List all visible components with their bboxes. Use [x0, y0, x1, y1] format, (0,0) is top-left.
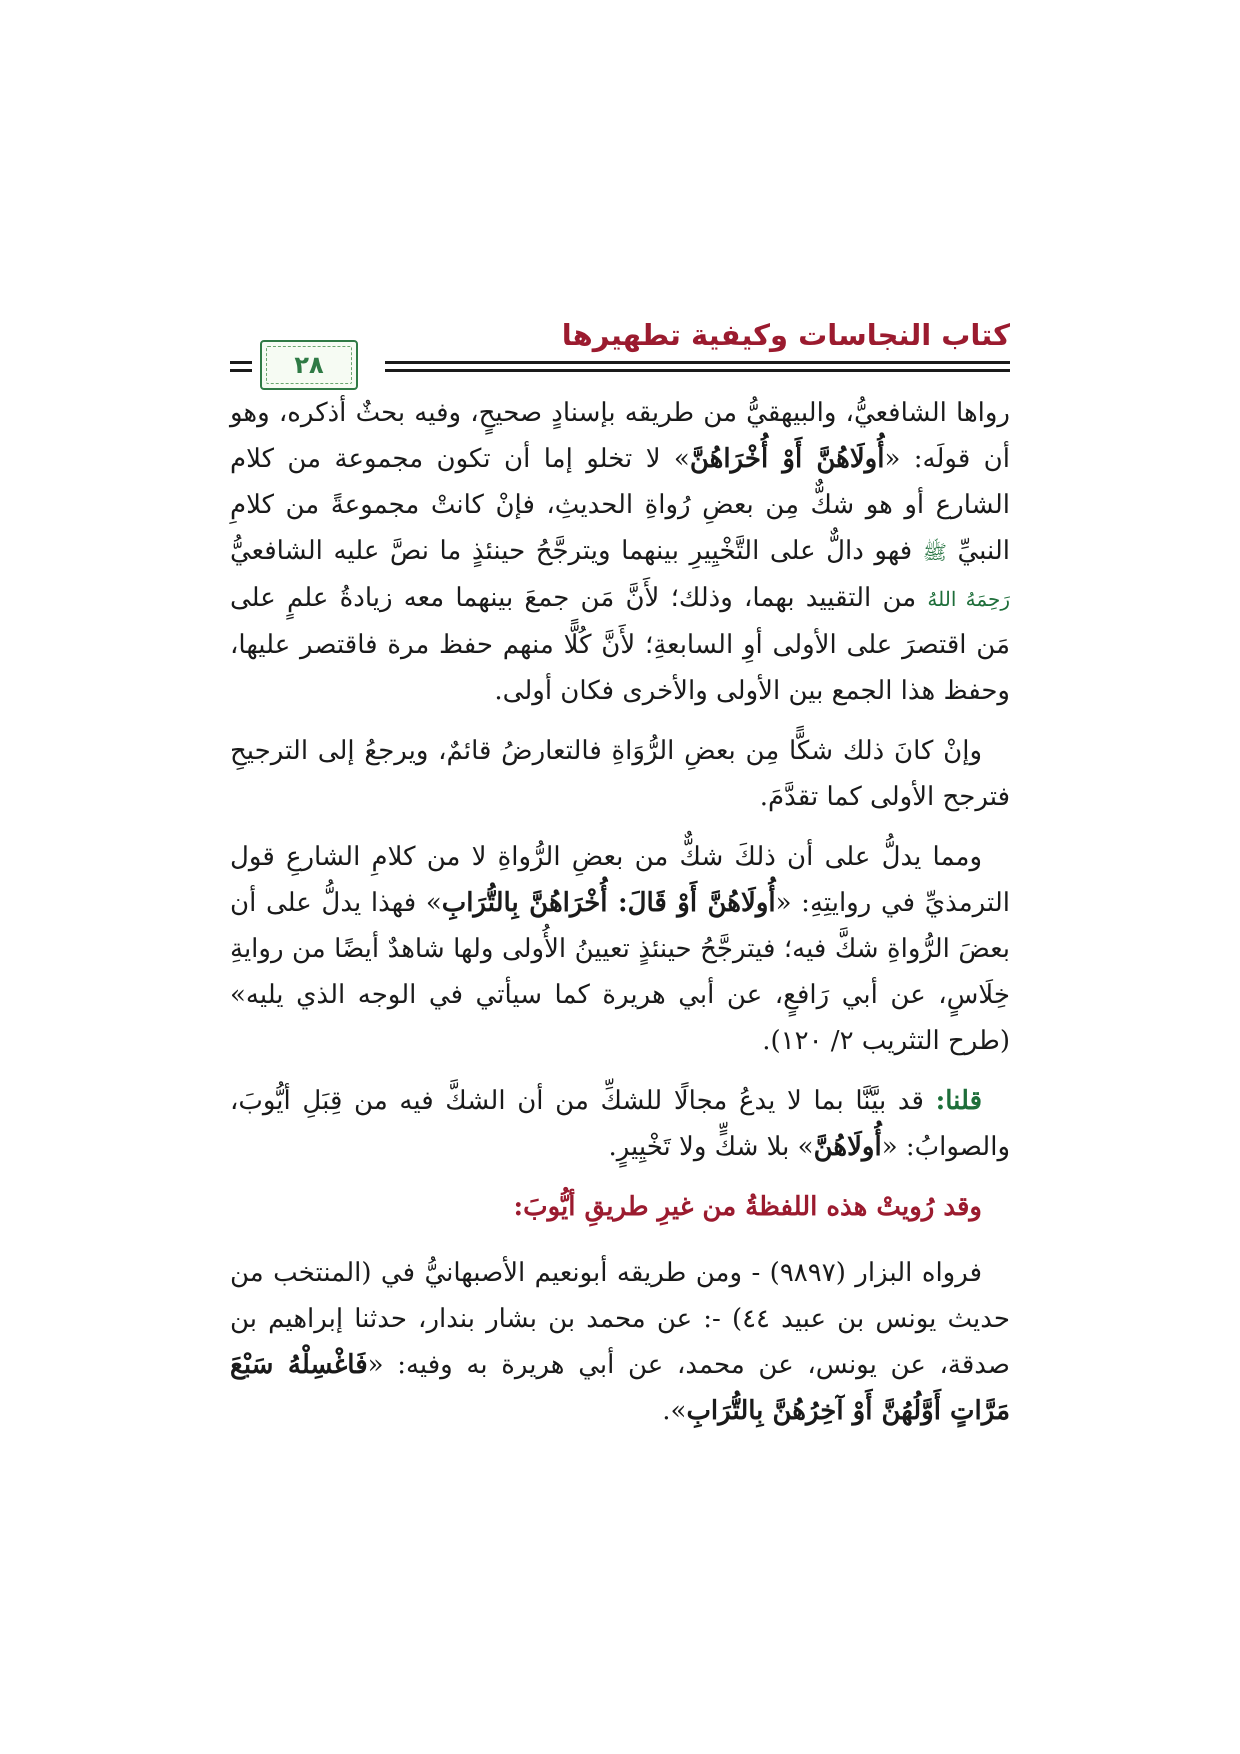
honorific-glyph: رَحِمَهُ اللهُ — [927, 587, 1010, 611]
text-run: فهو دالٌّ على التَّخْيِيرِ بينهما ويترجَّحُ حينئذٍ ما نصَّ عليه الشافعيُّ — [230, 536, 923, 566]
hadith-quote: أُولَاهُنَّ — [813, 1132, 882, 1162]
header-rule — [385, 369, 1010, 372]
paragraph-3 — [230, 834, 1010, 1064]
hadith-quote: فَاغْسِلْهُ سَبْعَ مَرَّاتٍ أَوَّلُهُنَّ أَوْ آخِرُهُنَّ بِالتُّرَابِ — [230, 1350, 1010, 1426]
qulna-label: قلنا: — [935, 1086, 982, 1116]
section-heading: وقد رُويتْ هذه اللفظةُ من غيرِ طريقِ أيُّوبَ: — [513, 1192, 982, 1222]
page-number-badge — [260, 340, 358, 390]
book-title: كتاب النجاسات وكيفية تطهيرها — [561, 318, 1010, 352]
text-run: قد بيَّنَّا بما لا يدعُ مجالًا للشكِّ من أن الشكَّ فيه من قِبَلِ أيُّوبَ، والصوابُ: « — [230, 1086, 1010, 1162]
paragraph-2: وإنْ كانَ ذلك شكًّا مِن بعضِ الرُّوَاةِ فالتعارضُ قائمٌ، ويرجعُ إلى الترجيحِ فترجح الأولى كما تقدَّمَ. — [230, 736, 1010, 812]
text-run: فرواه البزار (٩٨٩٧) - ومن طريقه أبونعيم الأصبهانيُّ في (المنتخب من حديث يونس بن عبيد ٤٤) -: عن محمد بن بشار بندار، حدثنا إبراهيم بن صدقة، عن يونس، عن محمد، عن أبي هريرة به وفيه: « — [230, 1258, 1010, 1380]
text-run: رواها الشافعيُّ، والبيهقيُّ من طريقه بإسنادٍ صحيحٍ، وفيه بحثٌ أذكره، وهو أن قولَه: « — [230, 398, 1010, 474]
body-text — [230, 390, 1010, 1434]
text-run: ». — [662, 1396, 687, 1426]
text-run: ومما يدلُّ على أن ذلكَ شكٌّ من بعضِ الرُّواةِ لا من كلامِ الشارعِ قول الترمذيِّ في روايتِهِ: « — [230, 842, 1010, 918]
page — [230, 300, 1010, 1448]
hadith-quote: أُولَاهُنَّ أَوْ قَالَ: أُخْرَاهُنَّ بِالتُّرَابِ — [441, 888, 776, 918]
text-run: من التقييد بهما، وذلك؛ لأَنَّ مَن جمعَ بينهما معه زيادةُ علمٍ على مَن اقتصرَ على الأولى أوِ السابعةِ؛ لأَنَّ كُلًّا منهم حفظ مرة فاقتصر عليها، وحفظ هذا الجمع بين الأولى والأخرى فكان أولى. — [230, 583, 1010, 706]
page-number: ٢٨ — [294, 351, 324, 379]
header-rule — [230, 361, 252, 364]
text-run: » لا تخلو إما أن تكون مجموعة من كلام الشارع أو هو شكٌّ مِن بعضِ رُواةِ الحديثِ، فإنْ كانتْ مجموعةً من كلامِ النبيِّ — [230, 444, 1010, 566]
honorific-glyph: ﷺ — [922, 540, 947, 564]
hadith-quote: أُولَاهُنَّ أَوْ أُخْرَاهُنَّ — [689, 444, 885, 474]
paragraph-5 — [230, 1250, 1010, 1434]
text-run: » بلا شكٍّ ولا تَخْيِيرٍ. — [608, 1132, 814, 1162]
paragraph-1 — [230, 390, 1010, 714]
header-rule — [385, 361, 1010, 364]
paragraph-4 — [230, 1078, 1010, 1170]
text-run: » فهذا يدلُّ على أن بعضَ الرُّواةِ شكَّ فيه؛ فيترجَّحُ حينئذٍ تعيينُ الأُولى ولها شاهدٌ أيضًا من روايةِ خِلَاسٍ، عن أبي رَافعٍ، عن أبي هريرة كما سيأتي في الوجه الذي يليه» (طرح التثريب ٢/ ١٢٠). — [230, 888, 1010, 1056]
page-header — [230, 300, 1010, 380]
header-rule — [230, 369, 252, 372]
